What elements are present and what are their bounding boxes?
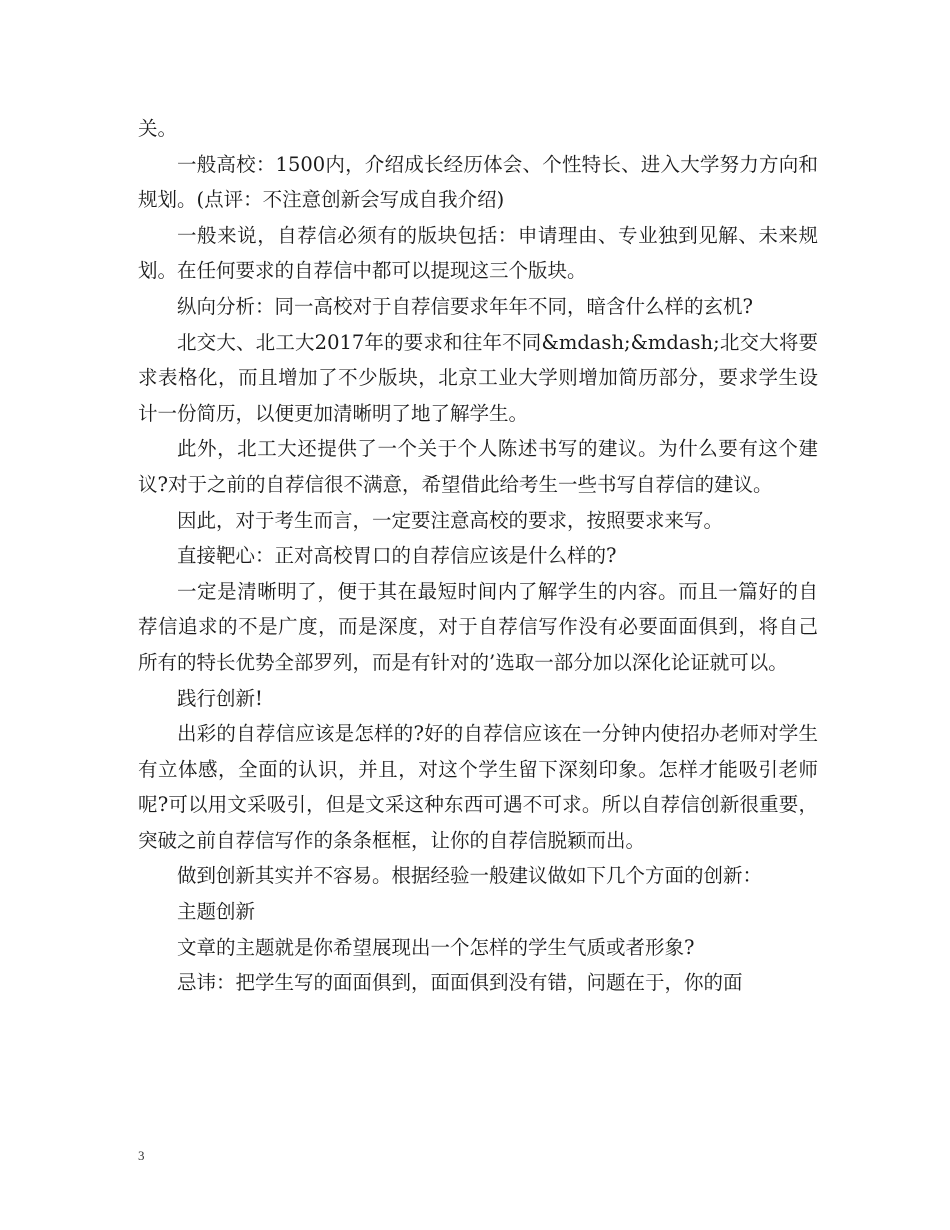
paragraph-3: 一般来说，自荐信必须有的版块包括：申请理由、专业独到见解、未来规划。在任何要求的自荐信中都可以提现这三个版块。 (138, 223, 818, 283)
paragraph-15: 忌讳：把学生写的面面俱到，面面俱到没有错，问题在于，你的面 (177, 971, 743, 995)
paragraph-14: 文章的主题就是你希望展现出一个怎样的学生气质或者形象? (177, 935, 695, 959)
paragraph-13: 主题创新 (177, 900, 256, 924)
paragraph-10: 践行创新! (177, 686, 263, 710)
paragraph-1: 关。 (138, 117, 178, 140)
paragraph-12: 做到创新其实并不容易。根据经验一般建议做如下几个方面的创新： (177, 864, 763, 888)
paragraph-2: 一般高校：1500内，介绍成长经历体会、个性特长、进入大学努力方向和规划。(点评：不注意创新会写成自我介绍) (138, 152, 818, 212)
page-number: 3 (138, 1148, 145, 1163)
paragraph-6: 此外，北工大还提供了一个关于个人陈述书写的建议。为什么要有这个建议?对于之前的自荐信很不满意，希望借此给考生一些书写自荐信的建议。 (138, 437, 818, 496)
body-text (138, 111, 818, 1001)
paragraph-7: 因此，对于考生而言，一定要注意高校的要求，按照要求来写。 (177, 508, 724, 532)
paragraph-11: 出彩的自荐信应该是怎样的?好的自荐信应该在一分钟内使招办老师对学生有立体感，全面的认识，并且，对这个学生留下深刻印象。怎样才能吸引老师呢?可以用文采吸引，但是文采这种东西可遇不可求。所以自荐信创新很重要，突破之前自荐信写作的条条框框，让你的自荐信脱颖而出。 (138, 722, 818, 852)
paragraph-9: 一定是清晰明了，便于其在最短时间内了解学生的内容。而且一篇好的自荐信追求的不是广度，而是深度，对于自荐信写作没有必要面面俱到，将自己所有的特长优势全部罗列，而是有针对的’选取一部分加以深化论证就可以。 (138, 579, 818, 674)
paragraph-4: 纵向分析：同一高校对于自荐信要求年年不同，暗含什么样的玄机? (177, 294, 753, 318)
paragraph-8: 直接靶心：正对高校胃口的自荐信应该是什么样的? (177, 544, 617, 568)
paragraph-5: 北交大、北工大2017年的要求和往年不同&mdash;&mdash;北交大将要求表格化，而且增加了不少版块，北京工业大学则增加简历部分，要求学生设计一份简历，以便更加清晰明了地了解学生。 (138, 330, 818, 425)
